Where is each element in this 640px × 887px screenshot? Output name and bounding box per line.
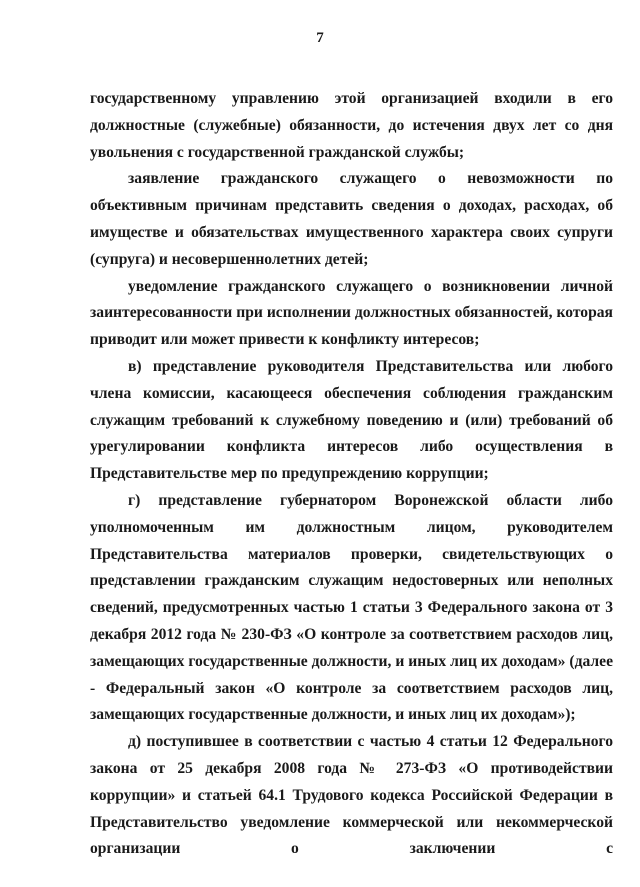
paragraph-item-g: г) представление губернатором Воронежской области либо уполномоченным им должностным лицом, руководителем Представительства материалов проверки, свидетельствующих о представлении гражданским служащим недостоверных или неполных сведений, предусмотренных частью 1 статьи 3 Федерального закона от 3 декабря 2012 года № 230-ФЗ «О контроле за соответствием расходов лиц, замещающих государственные должности, и иных лиц их доходам» (далее - Федеральный закон «О контроле за соответствием расходов лиц, замещающих государственные должности, и иных лиц их доходам»); bbox=[90, 491, 613, 724]
page-number: 7 bbox=[316, 30, 324, 46]
paragraph-continuation: государственному управлению этой организацией входили в его должностные (служебные) обязанности, до истечения двух лет со дня увольнения с государственной гражданской службы; bbox=[90, 90, 613, 161]
paragraph-item-d: д) поступившее в соответствии с частью 4 статьи 12 Федерального закона от 25 декабря 2008 года № 273-ФЗ «О противодействии коррупции» и статьей 64.1 Трудового кодекса Российской Федерации в Представительство уведомление коммерческой или некоммерческой организации о заключении с bbox=[90, 733, 613, 858]
paragraph-item-v: в) представление руководителя Представительства или любого члена комиссии, касающееся обеспечения соблюдения гражданским служащим требований к служебному поведению и (или) требований об урегулировании конфликта интересов либо осуществления в Представительстве мер по предупреждению коррупции; bbox=[90, 357, 613, 483]
paragraph-notification: уведомление гражданского служащего о возникновении личной заинтересованности при исполнении должностных обязанностей, которая приводит или может привести к конфликту интересов; bbox=[90, 277, 613, 349]
paragraph-statement: заявление гражданского служащего о невозможности по объективным причинам представить сведения о доходах, расходах, об имуществе и обязательствах имущественного характера своих супруги (супруга) и несовершеннолетних детей; bbox=[90, 170, 613, 268]
document-body bbox=[90, 86, 613, 863]
